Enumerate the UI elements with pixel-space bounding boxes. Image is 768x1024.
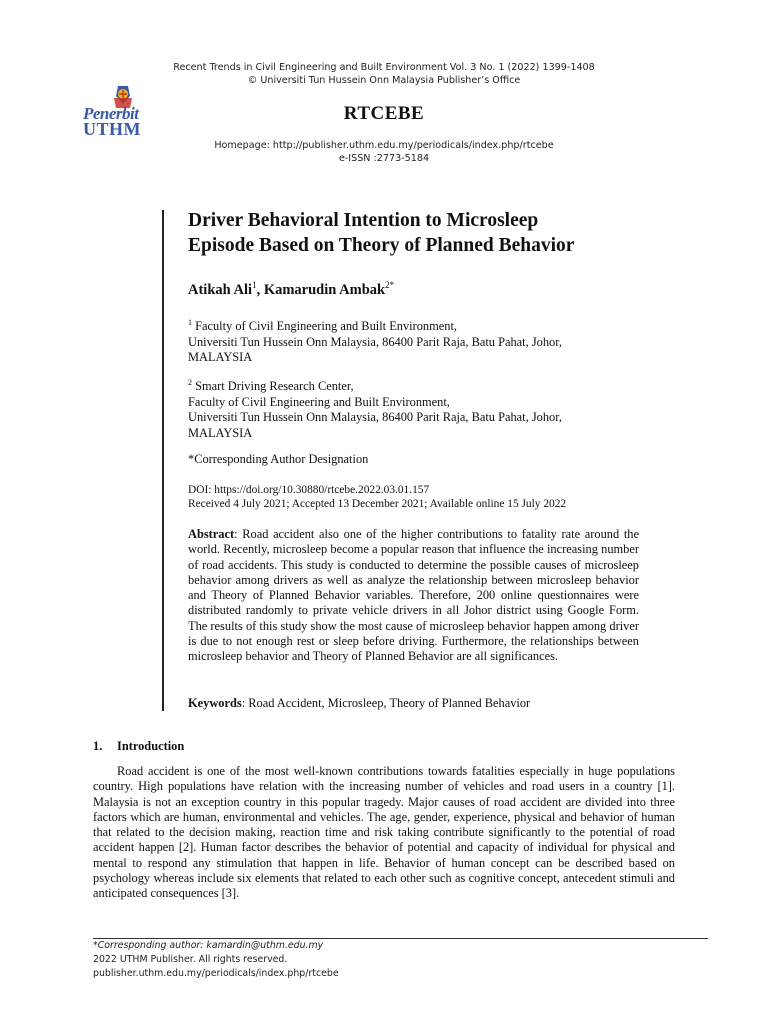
publisher-copyright: © Universiti Tun Hussein Onn Malaysia Publisher’s Office [247, 75, 521, 86]
journal-acronym: RTCEBE [343, 103, 425, 124]
affiliation-2-line-4: MALAYSIA [188, 425, 253, 440]
eissn: e-ISSN :2773-5184 [338, 153, 430, 164]
abstract-text: : Road accident also one of the higher contributions to fatality rate around the world. Recently, microsleep become a popular reason that influence the increasing number of road accidents. This study is conducted to determine the possible causes of microsleep behavior among drivers as well as analyze the relationship between microsleep behavior and Theory of Planned Behavior variables. Therefore, 200 online questionnaires were distributed randomly to private vehicle drivers in all Johor district using Google Form. The results of this study show the most cause of microsleep behavior happen among driver is due to not enough rest or sleep before driving. Furthermore, the relationships between microsleep behavior and Theory of Planned Behavior are all significances. [188, 527, 639, 664]
affiliation-2-line-1: Smart Driving Research Center, [192, 379, 354, 394]
journal-citation: Recent Trends in Civil Engineering and Built Environment Vol. 3 No. 1 (2022) 1399-1408 [173, 62, 595, 73]
author-separator: , [256, 281, 264, 298]
author-2-affiliation-mark: 2* [385, 280, 395, 290]
homepage-link[interactable]: Homepage: http://publisher.uthm.edu.my/periodicals/index.php/rtcebe [214, 140, 554, 151]
affiliation-2-line-2: Faculty of Civil Engineering and Built Environment, [188, 394, 450, 409]
title-block-rule [162, 210, 164, 711]
footer-url[interactable]: publisher.uthm.edu.my/periodicals/index.php/rtcebe [93, 968, 339, 979]
author-1: Atikah Ali [188, 281, 253, 298]
logo-text-uthm: UTHM [83, 119, 141, 139]
author-1-affiliation-mark: 1 [252, 280, 257, 290]
logo-text-penerbit: Penerbit [83, 104, 139, 123]
title-line-1: Driver Behavioral Intention to Microsleep [188, 210, 539, 231]
footer-corresponding-email[interactable]: *Corresponding author: kamardin@uthm.edu.my [93, 940, 324, 951]
keywords-text: : Road Accident, Microsleep, Theory of Planned Behavior [241, 696, 531, 710]
title-line-2: Episode Based on Theory of Planned Behavior [188, 235, 575, 256]
affiliation-2-number: 2 [188, 378, 192, 387]
footer-rule [93, 938, 708, 939]
section-heading [93, 739, 184, 754]
affiliation-1-line-3: MALAYSIA [188, 350, 253, 365]
affiliation-1-number: 1 [188, 318, 192, 327]
introduction-paragraph: Road accident is one of the most well-known contributions towards fatalities especially in huge populations country. High populations have relation with the increasing number of vehicles and road users in a country [1]. Malaysia is not an exception country in this popular tragedy. Major causes of road accident are divided into three factors which are human, environmental and vehicles. The age, gender, experience, physical and behavior of human that related to the decision making, reaction time and risk taking contribute significantly to the potential of road accident happen [2]. Human factor describes the behavior of potential and capacity of individual for physical and mental to respond any stimulation that happen in life. Behavior of human concept can be described based on psychology whereas include six elements that related to each other such as cognitive concept, antecedent stimuli and anticipated consequences [3]. [93, 764, 675, 901]
doi[interactable]: DOI: https://doi.org/10.30880/rtcebe.2022.03.01.157 [188, 484, 430, 496]
keywords-label: Keywords [188, 696, 242, 710]
section-title: Introduction [117, 739, 185, 753]
affiliation-1-line-2: Universiti Tun Hussein Onn Malaysia, 86400 Parit Raja, Batu Pahat, Johor, [188, 334, 562, 349]
corresponding-designation: *Corresponding Author Designation [188, 452, 369, 466]
affiliation-2-line-3: Universiti Tun Hussein Onn Malaysia, 86400 Parit Raja, Batu Pahat, Johor, [188, 410, 562, 425]
abstract [188, 527, 639, 665]
paper-title [188, 208, 708, 258]
affiliation-1-line-1: Faculty of Civil Engineering and Built Environment, [192, 319, 457, 334]
abstract-label: Abstract [188, 527, 235, 541]
article-dates: Received 4 July 2021; Accepted 13 December 2021; Available online 15 July 2022 [188, 498, 567, 510]
affiliation-2 [188, 375, 628, 441]
author-list [188, 280, 394, 299]
author-2: Kamarudin Ambak [263, 281, 386, 298]
section-number: 1. [93, 739, 103, 753]
keywords [188, 696, 530, 711]
affiliation-1 [188, 315, 628, 366]
footer-rights: 2022 UTHM Publisher. All rights reserved. [93, 954, 288, 965]
